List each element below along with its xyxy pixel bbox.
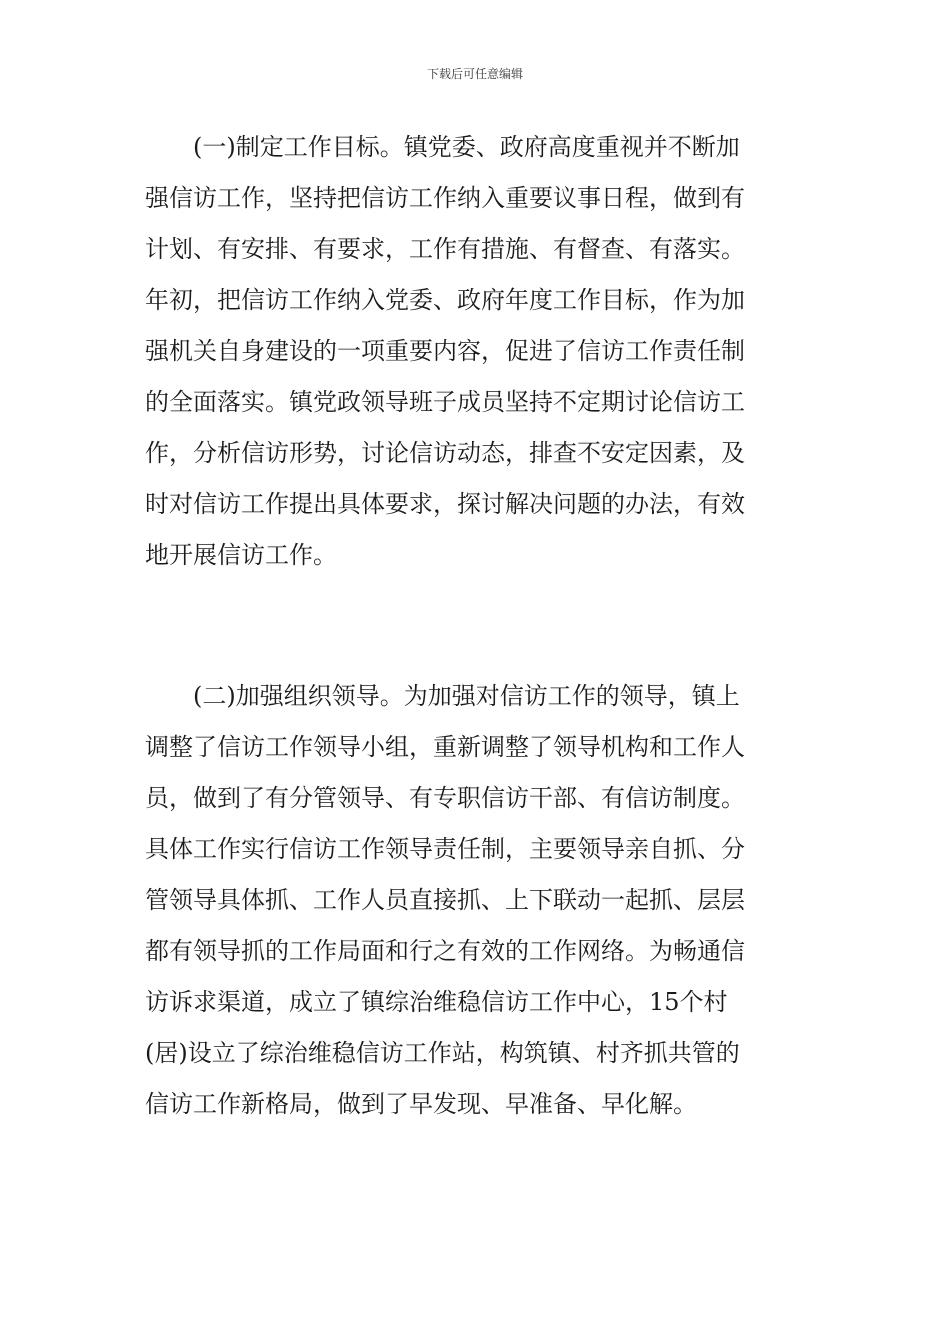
paragraph-line: 的全面落实。镇党政领导班子成员坚持不定期讨论信访工 xyxy=(145,388,745,416)
paragraph-line: (居)设立了综治维稳信访工作站，构筑镇、村齐抓共管的 xyxy=(145,1039,740,1067)
paragraph-line: 地开展信访工作。 xyxy=(145,541,337,569)
paragraph-line: 访诉求渠道，成立了镇综治维稳信访工作中心，15个村 xyxy=(145,988,728,1016)
paragraph-line: (二)加强组织领导。为加强对信访工作的领导，镇上 xyxy=(193,682,740,710)
paragraph-line: 员，做到了有分管领导、有专职信访干部、有信访制度。 xyxy=(145,784,745,812)
paragraph-organization-leadership xyxy=(145,671,807,1130)
paragraph-line: 作，分析信访形势，讨论信访动态，排查不安定因素，及 xyxy=(145,439,745,467)
paragraph-line: 强信访工作，坚持把信访工作纳入重要议事日程，做到有 xyxy=(145,184,745,212)
paragraph-line: 信访工作新格局，做到了早发现、早准备、早化解。 xyxy=(145,1090,697,1118)
paragraph-line: 计划、有安排、有要求，工作有措施、有督查、有落实。 xyxy=(145,235,745,263)
paragraph-line: (一)制定工作目标。镇党委、政府高度重视并不断加 xyxy=(193,133,740,161)
paragraph-line: 管领导具体抓、工作人员直接抓、上下联动一起抓、层层 xyxy=(145,886,745,914)
page-header-note: 下载后可任意编辑 xyxy=(426,67,523,81)
paragraph-line: 年初，把信访工作纳入党委、政府年度工作目标，作为加 xyxy=(145,286,745,314)
paragraph-line: 都有领导抓的工作局面和行之有效的工作网络。为畅通信 xyxy=(145,937,745,965)
paragraph-line: 调整了信访工作领导小组，重新调整了领导机构和工作人 xyxy=(145,733,745,761)
paragraph-line: 强机关自身建设的一项重要内容，促进了信访工作责任制 xyxy=(145,337,745,365)
paragraph-line: 时对信访工作提出具体要求，探讨解决问题的办法，有效 xyxy=(145,490,745,518)
paragraph-work-targets xyxy=(145,122,807,581)
paragraph-line: 具体工作实行信访工作领导责任制，主要领导亲自抓、分 xyxy=(145,835,745,863)
